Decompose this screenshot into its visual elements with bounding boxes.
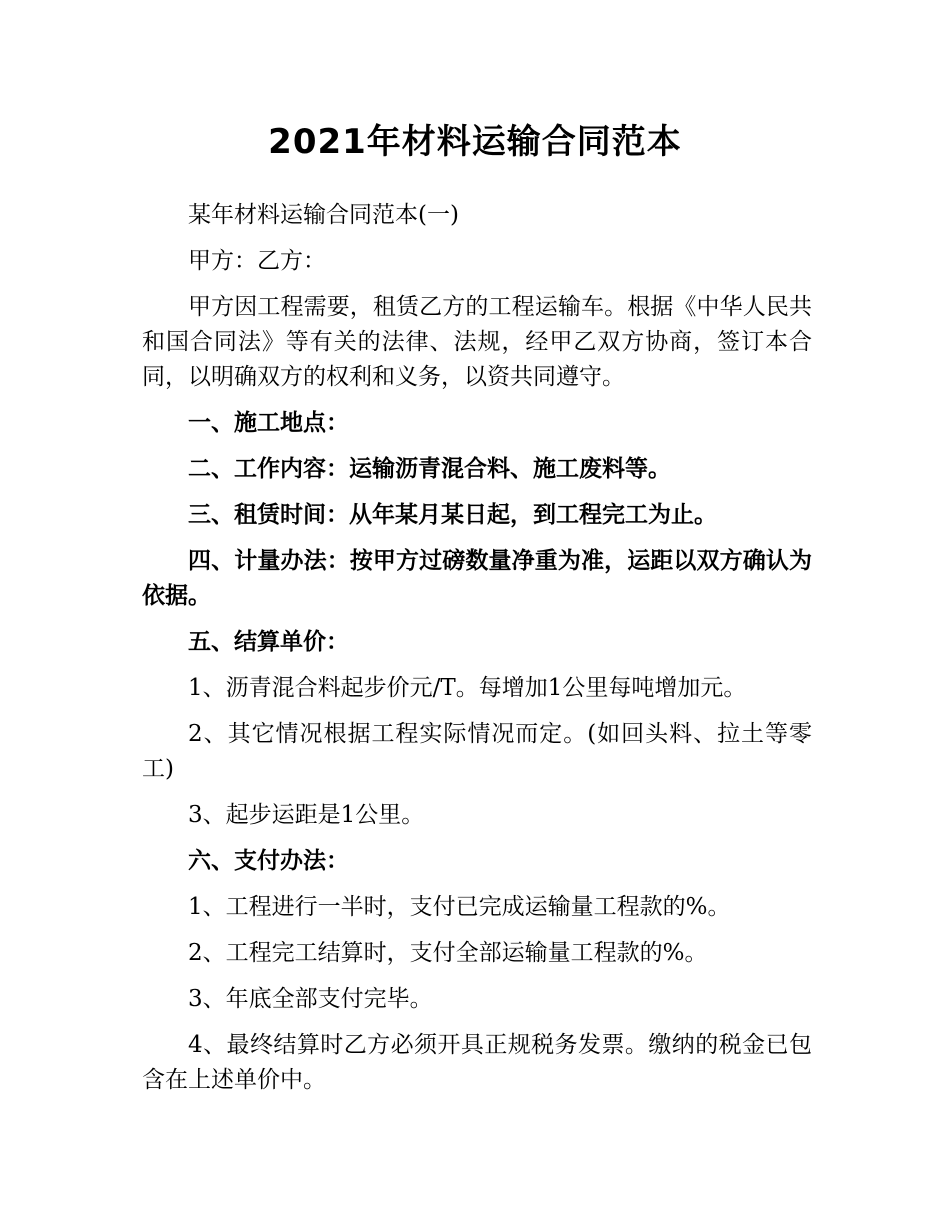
document-title: 2021年材料运输合同范本 (268, 122, 682, 162)
section-heading-work-content: 二、工作内容：运输沥青混合料、施工废料等。 (188, 456, 671, 482)
paragraph-subtitle: 某年材料运输合同范本(一) (188, 202, 459, 228)
list-item-payment-2: 2、工程完工结算时，支付全部运输量工程款的%。 (188, 940, 708, 966)
list-item-price-1: 1、沥青混合料起步价元/T。每增加1公里每吨增加元。 (188, 675, 747, 701)
list-item-price-3: 3、起步运距是1公里。 (188, 802, 425, 828)
list-item-payment-1: 1、工程进行一半时，支付已完成运输量工程款的%。 (188, 894, 731, 920)
section-heading-payment: 六、支付办法： (188, 848, 349, 874)
list-item-payment-3: 3、年底全部支付完毕。 (188, 986, 433, 1012)
paragraph-parties: 甲方：乙方： (188, 248, 326, 274)
section-heading-lease-time: 三、租赁时间：从年某月某日起，到工程完工为止。 (188, 502, 717, 528)
section-heading-measurement: 四、计量办法：按甲方过磅数量净重为准，运距以双方确认为依据。 (142, 548, 812, 609)
paragraph-preamble: 甲方因工程需要，租赁乙方的工程运输车。根据《中华人民共和国合同法》等有关的法律、法规，经甲乙双方协商，签订本合同，以明确双方的权利和义务，以资共同遵守。 (142, 294, 812, 390)
list-item-price-2: 2、其它情况根据工程实际情况而定。(如回头料、拉土等零工) (142, 721, 812, 782)
list-item-payment-4: 4、最终结算时乙方必须开具正规税务发票。缴纳的税金已包含在上述单价中。 (142, 1032, 812, 1093)
section-heading-location: 一、施工地点： (188, 410, 349, 436)
section-heading-unit-price: 五、结算单价： (188, 629, 349, 655)
document-body (142, 198, 812, 1109)
